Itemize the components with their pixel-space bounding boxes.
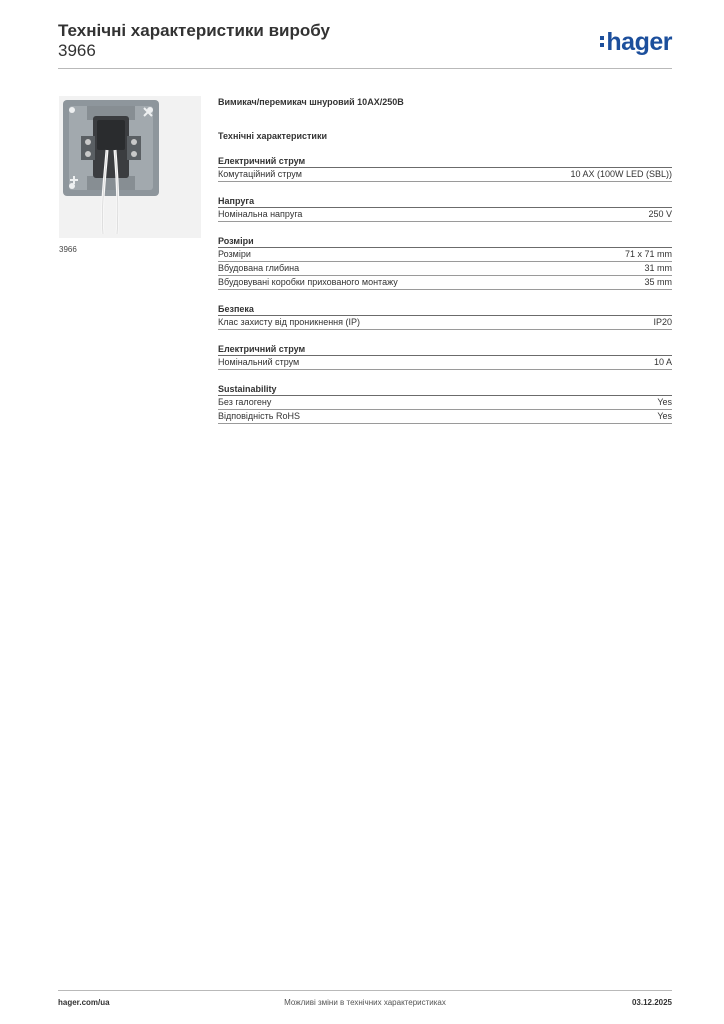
specs-heading: Технічні характеристики [218,131,327,141]
spec-value: IP20 [653,317,672,327]
header-divider [58,68,672,69]
spec-value: Yes [657,411,672,421]
product-name: Вимикач/перемикач шнуровий 10AX/250В [218,97,404,107]
page-title: Технічні характеристики виробу [58,21,330,40]
spec-row [218,168,672,182]
product-image-caption: 3966 [59,245,77,254]
section-title-dimensions: Розміри [218,235,672,248]
spec-row [218,248,672,262]
spec-label: Без галогену [218,397,272,407]
section-title-safety: Безпека [218,303,672,316]
hager-logo [600,29,672,55]
spec-label: Клас захисту від проникнення (IP) [218,317,361,327]
section-title-sustainability: Sustainability [218,383,672,396]
spec-label: Вбудовувані коробки прихованого монтажу [218,277,398,287]
spec-value: 250 V [648,209,672,219]
spec-row [218,208,672,222]
spec-label: Комутаційний струм [218,169,302,179]
product-code: 3966 [58,41,96,60]
spec-value: 31 mm [644,263,672,273]
page-header [58,21,672,61]
section-title-electric-current: Електричний струм [218,155,672,168]
product-image [59,96,201,238]
spec-value: Yes [657,397,672,407]
spec-row [218,356,672,370]
spec-label: Номінальний струм [218,357,300,367]
footer-divider [58,990,672,991]
footer-date: 03.12.2025 [631,998,672,1007]
spec-row [218,276,672,290]
spec-label: Розміри [218,249,251,259]
section-title-voltage: Напруга [218,195,672,208]
spec-row [218,316,672,330]
spec-value: 35 mm [644,277,672,287]
specifications [218,96,672,424]
footer-site-link[interactable]: hager.com/ua [58,998,110,1007]
spec-value: 10 AX (100W LED (SBL)) [570,169,672,179]
spec-value: 10 A [653,357,672,367]
spec-value: 71 x 71 mm [624,249,672,259]
spec-label: Вбудована глибина [218,263,300,273]
cord-switch-image [59,96,201,238]
footer-note: Можливі зміни в технічних характеристиках [284,998,446,1007]
spec-row [218,262,672,276]
spec-row [218,410,672,424]
spec-row [218,396,672,410]
logo-dots-icon [600,33,604,50]
logo-text: hager [606,28,672,56]
spec-label: Відповідність RoHS [218,411,300,421]
spec-label: Номінальна напруга [218,209,303,219]
section-title-rated-current: Електричний струм [218,343,672,356]
